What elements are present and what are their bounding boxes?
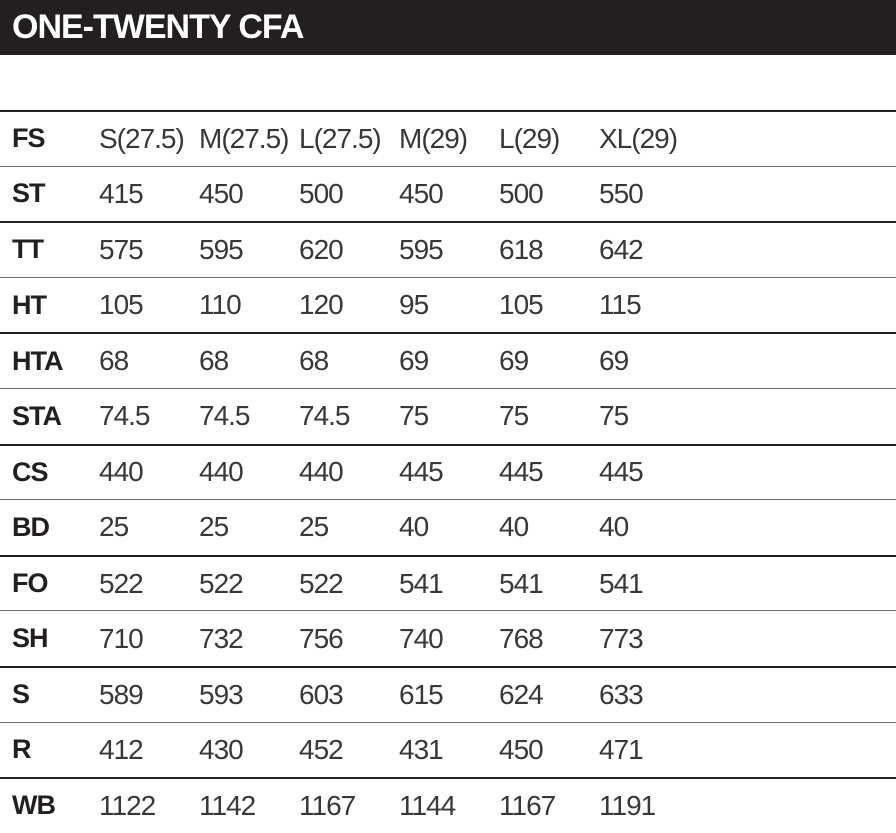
table-cell: 110 (199, 289, 241, 321)
table-cell: 74.5 (199, 400, 250, 432)
column-header: M(29) (399, 122, 468, 154)
row-label: CS (12, 456, 48, 487)
table-cell: 69 (599, 345, 629, 377)
column-header: S(27.5) (99, 122, 184, 154)
table-cell: 74.5 (99, 400, 150, 432)
table-cell: 620 (299, 233, 343, 265)
row-label: FO (12, 568, 48, 599)
table-cell: 75 (599, 400, 629, 432)
table-cell: 452 (299, 733, 343, 765)
table-row (0, 444, 896, 500)
row-label: ST (12, 178, 45, 209)
table-cell: 25 (99, 511, 129, 543)
row-label: TT (12, 234, 43, 265)
table-row (0, 221, 896, 277)
table-cell: 1122 (99, 789, 156, 821)
table-cell: 450 (499, 733, 543, 765)
row-label: FS (12, 123, 45, 154)
table-cell: 593 (199, 678, 243, 710)
table-row (0, 332, 896, 388)
column-header: L(27.5) (299, 122, 381, 154)
table-cell: 618 (499, 233, 543, 265)
table-cell: 471 (599, 733, 643, 765)
table-row (0, 610, 896, 666)
table-cell: 522 (199, 567, 243, 599)
column-header: L(29) (499, 122, 560, 154)
geometry-table (0, 110, 896, 833)
table-cell: 68 (299, 345, 329, 377)
table-cell: 440 (99, 456, 143, 488)
table-row (0, 499, 896, 555)
table-cell: 1142 (199, 789, 256, 821)
table-cell: 522 (299, 567, 343, 599)
table-cell: 412 (99, 733, 143, 765)
table-cell: 1144 (399, 789, 456, 821)
row-label: STA (12, 400, 61, 431)
table-cell: 732 (199, 622, 243, 654)
table-cell: 710 (99, 622, 143, 654)
table-row (0, 277, 896, 333)
table-cell: 500 (299, 177, 343, 209)
row-label: R (12, 734, 31, 765)
table-cell: 541 (499, 567, 543, 599)
table-cell: 25 (299, 511, 329, 543)
table-cell: 768 (499, 622, 543, 654)
table-cell: 450 (399, 177, 443, 209)
table-cell: 69 (499, 345, 529, 377)
table-cell: 75 (399, 400, 429, 432)
table-cell: 95 (399, 289, 429, 321)
page-title: ONE-TWENTY CFA (12, 8, 304, 46)
table-cell: 40 (499, 511, 529, 543)
table-cell: 550 (599, 177, 643, 209)
table-cell: 1167 (499, 789, 556, 821)
table-cell: 25 (199, 511, 229, 543)
row-label: HTA (12, 345, 63, 376)
table-cell: 105 (99, 289, 143, 321)
table-header-row (0, 110, 896, 166)
table-cell: 603 (299, 678, 343, 710)
table-row (0, 555, 896, 611)
table-cell: 40 (599, 511, 629, 543)
column-header: M(27.5) (199, 122, 289, 154)
table-row (0, 777, 896, 833)
table-cell: 68 (99, 345, 129, 377)
table-cell: 75 (499, 400, 529, 432)
table-cell: 500 (499, 177, 543, 209)
table-cell: 445 (599, 456, 643, 488)
table-cell: 589 (99, 678, 143, 710)
table-cell: 595 (199, 233, 243, 265)
row-label: SH (12, 623, 48, 654)
table-row (0, 166, 896, 222)
table-cell: 633 (599, 678, 643, 710)
table-cell: 1167 (299, 789, 356, 821)
table-cell: 1191 (599, 789, 656, 821)
title-bar (0, 0, 896, 55)
table-cell: 624 (499, 678, 543, 710)
title-spacer (0, 55, 896, 111)
table-cell: 68 (199, 345, 229, 377)
table-cell: 773 (599, 622, 643, 654)
row-label: S (12, 679, 30, 710)
table-cell: 74.5 (299, 400, 350, 432)
table-cell: 440 (199, 456, 243, 488)
row-label: HT (12, 289, 46, 320)
table-cell: 541 (599, 567, 643, 599)
table-cell: 440 (299, 456, 343, 488)
table-cell: 120 (299, 289, 343, 321)
row-label: BD (12, 511, 49, 542)
table-cell: 595 (399, 233, 443, 265)
table-cell: 115 (599, 289, 641, 321)
column-header: XL(29) (599, 122, 678, 154)
table-cell: 575 (99, 233, 143, 265)
table-cell: 615 (399, 678, 443, 710)
table-cell: 642 (599, 233, 643, 265)
table-cell: 430 (199, 733, 243, 765)
table-row (0, 666, 896, 722)
row-label: WB (12, 790, 55, 821)
table-row (0, 722, 896, 778)
table-row (0, 388, 896, 444)
table-cell: 522 (99, 567, 143, 599)
table-cell: 445 (399, 456, 443, 488)
table-cell: 69 (399, 345, 429, 377)
table-cell: 756 (299, 622, 343, 654)
table-cell: 105 (499, 289, 543, 321)
table-cell: 541 (399, 567, 443, 599)
table-cell: 40 (399, 511, 429, 543)
table-cell: 431 (399, 733, 443, 765)
table-cell: 415 (99, 177, 143, 209)
table-cell: 445 (499, 456, 543, 488)
table-cell: 740 (399, 622, 443, 654)
table-cell: 450 (199, 177, 243, 209)
